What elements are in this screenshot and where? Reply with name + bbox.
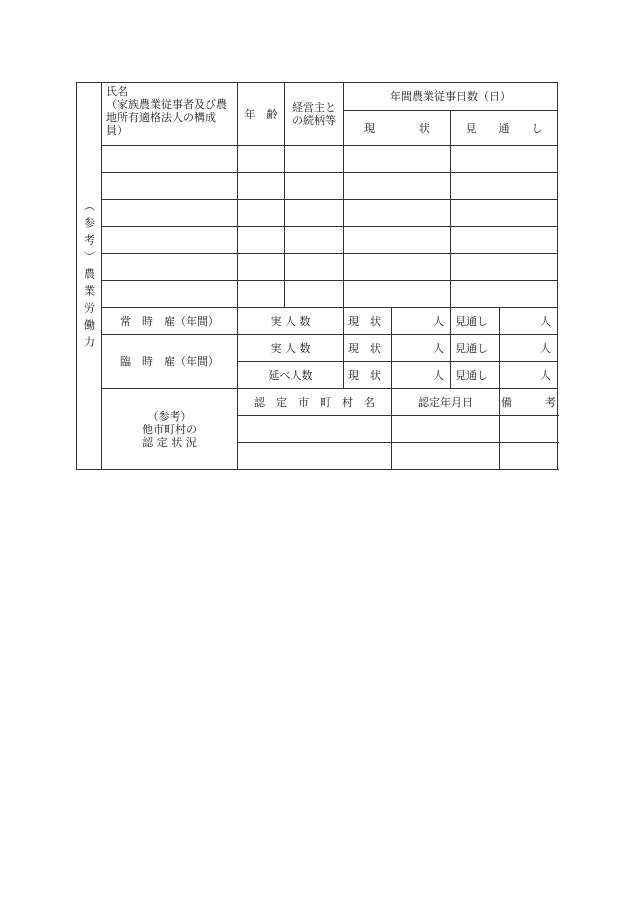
outlook-header: 見 通 し	[451, 111, 558, 146]
temporary-actual-status-unit[interactable]: 人	[392, 335, 451, 362]
remarks-header: 備 考	[500, 389, 558, 416]
relation-cell[interactable]	[285, 281, 344, 308]
name-header	[102, 83, 238, 146]
permanent-status-label: 現 状	[344, 308, 392, 335]
name-cell[interactable]	[102, 173, 238, 200]
temporary-total-count-label: 延べ人数	[238, 362, 344, 389]
relation-cell[interactable]	[285, 146, 344, 173]
municipality-cell[interactable]	[238, 416, 392, 443]
relation-header	[285, 83, 344, 146]
current-days-cell[interactable]	[344, 227, 451, 254]
labor-row	[77, 173, 558, 200]
name-cell[interactable]	[102, 200, 238, 227]
labor-row	[77, 281, 558, 308]
certification-label	[102, 389, 238, 470]
age-cell[interactable]	[238, 146, 285, 173]
relation-cell[interactable]	[285, 173, 344, 200]
name-cell[interactable]	[102, 254, 238, 281]
municipality-header: 認 定 市 町 村 名	[238, 389, 392, 416]
outlook-days-cell[interactable]	[451, 200, 558, 227]
temporary-actual-outlook-label: 見通し	[451, 335, 500, 362]
temporary-employment-row	[77, 335, 558, 362]
relation-cell[interactable]	[285, 200, 344, 227]
outlook-days-cell[interactable]	[451, 227, 558, 254]
current-days-cell[interactable]	[344, 200, 451, 227]
relation-cell[interactable]	[285, 227, 344, 254]
current-header: 現 状	[344, 111, 451, 146]
temporary-total-status-label: 現 状	[344, 362, 392, 389]
temporary-total-outlook-label: 見通し	[451, 362, 500, 389]
certification-header-row	[77, 389, 558, 416]
certification-label-line2: 他市町村の	[142, 422, 197, 436]
age-cell[interactable]	[238, 227, 285, 254]
age-cell[interactable]	[238, 200, 285, 227]
relation-cell[interactable]	[285, 254, 344, 281]
labor-form-table	[76, 82, 558, 470]
outlook-days-cell[interactable]	[451, 173, 558, 200]
current-days-cell[interactable]	[344, 146, 451, 173]
temporary-total-status-unit[interactable]: 人	[392, 362, 451, 389]
labor-row	[77, 200, 558, 227]
age-cell[interactable]	[238, 173, 285, 200]
date-header: 認定年月日	[392, 389, 500, 416]
temporary-actual-count-label: 実 人 数	[238, 335, 344, 362]
age-cell[interactable]	[238, 254, 285, 281]
age-cell[interactable]	[238, 281, 285, 308]
relation-header-line2: の続柄等	[292, 114, 336, 127]
temporary-total-outlook-unit[interactable]: 人	[500, 362, 558, 389]
outlook-days-cell[interactable]	[451, 254, 558, 281]
labor-side-label: （参考）農業労働力	[82, 199, 96, 353]
municipality-cell[interactable]	[238, 443, 392, 470]
date-cell[interactable]	[392, 443, 500, 470]
permanent-outlook-label: 見通し	[451, 308, 500, 335]
relation-header-line1: 経営主と	[292, 101, 336, 114]
outlook-days-cell[interactable]	[451, 281, 558, 308]
labor-row	[77, 146, 558, 173]
name-cell[interactable]	[102, 227, 238, 254]
name-header-line3: 地所有適格法人の構成	[106, 111, 216, 124]
name-header-line4: 員）	[106, 124, 128, 137]
remarks-cell[interactable]	[500, 416, 558, 443]
name-cell[interactable]	[102, 281, 238, 308]
age-header: 年 齢	[238, 83, 285, 146]
permanent-employment-row	[77, 308, 558, 335]
temporary-label: 臨 時 雇（年間）	[102, 335, 238, 389]
certification-label-line1: （参考）	[147, 409, 192, 423]
outlook-days-cell[interactable]	[451, 146, 558, 173]
permanent-status-unit[interactable]: 人	[392, 308, 451, 335]
labor-side-label-cell	[77, 83, 102, 470]
labor-row	[77, 254, 558, 281]
permanent-actual-count-label: 実 人 数	[238, 308, 344, 335]
date-cell[interactable]	[392, 416, 500, 443]
current-days-cell[interactable]	[344, 281, 451, 308]
temporary-actual-status-label: 現 状	[344, 335, 392, 362]
current-days-cell[interactable]	[344, 173, 451, 200]
name-header-line1: 氏名	[106, 85, 128, 98]
permanent-label: 常 時 雇（年間）	[102, 308, 238, 335]
current-days-cell[interactable]	[344, 254, 451, 281]
name-header-line2: （家族農業従事者及び農	[106, 98, 227, 111]
labor-row	[77, 227, 558, 254]
temporary-actual-outlook-unit[interactable]: 人	[500, 335, 558, 362]
remarks-cell[interactable]	[500, 443, 558, 470]
name-cell[interactable]	[102, 146, 238, 173]
annual-days-header: 年間農業従事日数（日）	[344, 83, 558, 111]
permanent-outlook-unit[interactable]: 人	[500, 308, 558, 335]
certification-label-line3: 認 定 状 況	[142, 435, 197, 449]
